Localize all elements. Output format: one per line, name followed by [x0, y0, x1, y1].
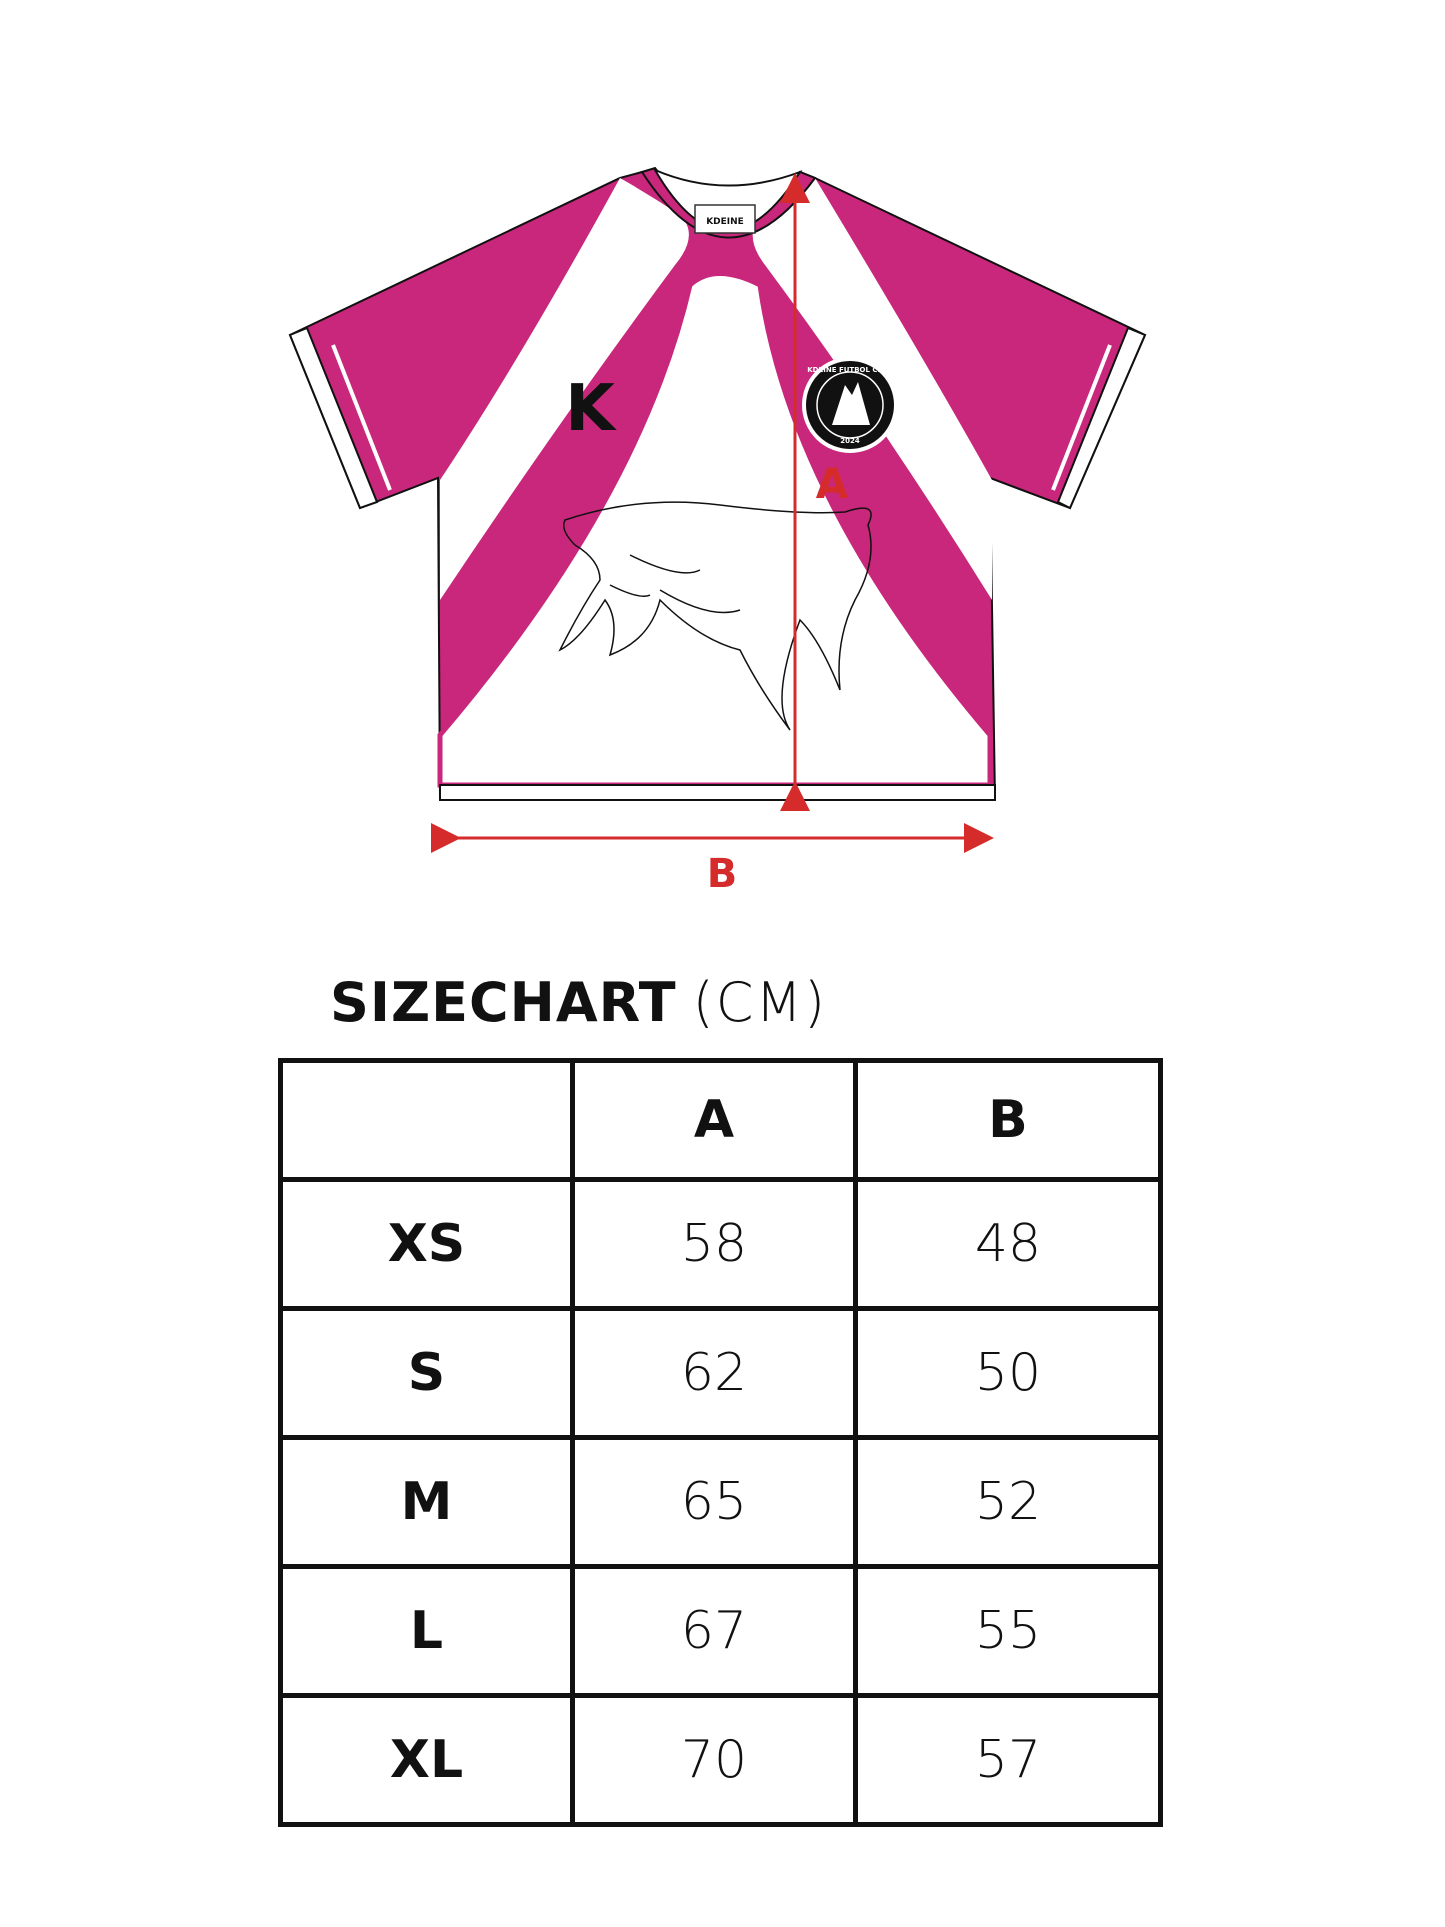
a-value-cell: 70 — [573, 1696, 856, 1825]
chest-letter: K — [565, 372, 615, 446]
jersey-hem — [440, 785, 995, 800]
a-value-cell: 62 — [573, 1309, 856, 1438]
crest-text: KDEINE FUTBOL CLUB — [807, 366, 893, 374]
sizechart-title — [330, 968, 827, 1038]
sizechart-title-bold: SIZECHART — [330, 971, 677, 1034]
size-cell: S — [281, 1309, 573, 1438]
table-row — [281, 1309, 1161, 1438]
jersey-illustration — [0, 0, 1445, 900]
measure-b-label: B — [706, 851, 738, 897]
sizechart-title-unit: (CM) — [692, 971, 828, 1034]
a-value-cell: 67 — [573, 1567, 856, 1696]
b-value-cell: 50 — [856, 1309, 1161, 1438]
b-value-cell: 57 — [856, 1696, 1161, 1825]
table-row — [281, 1438, 1161, 1567]
size-cell: XS — [281, 1180, 573, 1309]
b-value-cell: 55 — [856, 1567, 1161, 1696]
b-value-cell: 48 — [856, 1180, 1161, 1309]
a-value-cell: 65 — [573, 1438, 856, 1567]
size-cell: XL — [281, 1696, 573, 1825]
header-cell-b: B — [856, 1061, 1161, 1180]
header-cell-size — [281, 1061, 573, 1180]
a-value-cell: 58 — [573, 1180, 856, 1309]
size-cell: M — [281, 1438, 573, 1567]
b-value-cell: 52 — [856, 1438, 1161, 1567]
crest-year: 2024 — [840, 437, 860, 445]
table-row — [281, 1567, 1161, 1696]
table-header-row — [281, 1061, 1161, 1180]
table-row — [281, 1180, 1161, 1309]
header-cell-a: A — [573, 1061, 856, 1180]
table-row — [281, 1696, 1161, 1825]
neck-label-text: KDEINE — [706, 217, 744, 227]
size-cell: L — [281, 1567, 573, 1696]
measure-a-label: A — [815, 459, 849, 508]
size-table — [278, 1058, 1163, 1827]
